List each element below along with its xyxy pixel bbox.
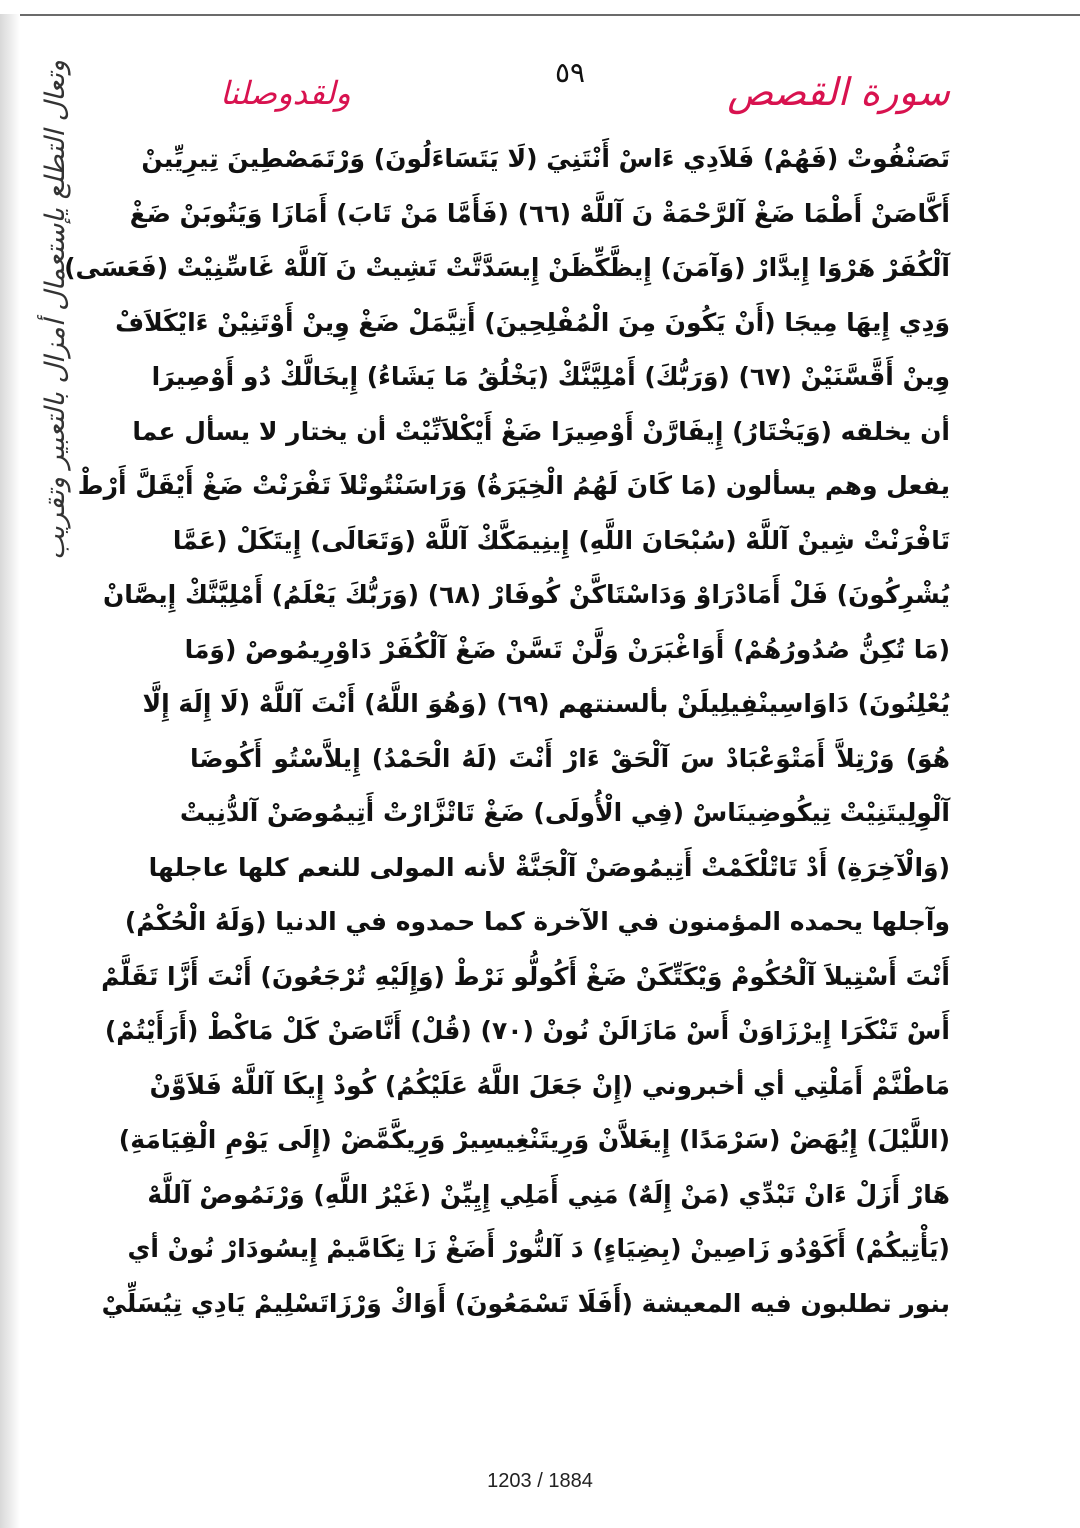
text-line: وَدِي إِيهَا مِيجَا (أَنْ يَكُونَ مِنَ الْمُفْلِحِينَ) أَتِيَّمَلْ ضَغْ وِينْ أَوْتَنِيْنْ ءَايْكَلاَفْ xyxy=(115,307,950,337)
text-line: هُوَ) وَرْتِلاَّ أَمَتْوَعْبَادْ سَ آلْحَقْ ءَارْ أَنْتَ (لَهُ الْحَمْدُ) إِيلاَّسْتُو أَكُوضَا xyxy=(190,743,950,773)
text-line: أَكَّاصَنْ أَطْمَا ضَغْ آلرَّحْمَةْ نَ آللَّهْ (٦٦) (فَأَمَّا مَنْ تَابَ) أَمَازَا وَيَتُوبَنْ ضَغْ xyxy=(129,198,950,228)
page-indicator: 1203 / 1884 xyxy=(487,1470,593,1492)
header-handwritten-note: ولقدوصلنا xyxy=(220,74,351,112)
text-line: آلْوِلِيتَنِيْتْ تِيكُوضِينَاسْ (فِي الْأُولَى) ضَغْ تَاتْزَّارْتْ أَتِيمُوصَنْ آلدُّنِيتْ xyxy=(179,798,950,827)
text-line: تَصَنْفُوتْ (فَهُمْ) فَلاَدِي ءَاسْ أَنْتَنِيَ (لَا يَتَسَاءَلُونَ) وَرْتَمَصْطِينَ تِيرِيِّينْ xyxy=(141,144,950,173)
text-line: بنور تطلبون فيه المعيشة (أَفَلَا تَسْمَعُونَ) أَوَاكْ وَرْزَاتَسْلِيمْ يَادِي تِيُسَلِّيْ xyxy=(101,1288,950,1318)
text-line: هَارْ أَزَلْ ءَانْ تَبْدِّي (مَنْ إِلَهٌ) مَنِي أَمَلِي إِيِيِّنْ (غَيْرُ اللَّهِ) وَرْنَمُوصْ آللَّهْ xyxy=(147,1179,950,1209)
scan-top-border xyxy=(0,0,1080,16)
margin-handwritten-note: وتعال التطلع يإستعمال أمزال بالتعبير وتقريب xyxy=(40,60,71,561)
text-line: (مَا تُكِنُّ صُدُورُهُمْ) أَوَاغْبَرَنْ وَلَّنْ تَسَّنْ ضَغْ آلْكُفَرْ دَاوْرِيمُوصْ (وَمَا xyxy=(184,634,950,664)
text-line: وآجلها يحمده المؤمنون في الآخرة كما حمدوه في الدنيا (وَلَهُ الْحُكْمُ) xyxy=(124,907,950,936)
text-line: (وَالْآخِرَةِ) أَدْ تَاتْلْكَمْتْ أَتِيمُوصَنْ آلْجَنَّةْ لأنه المولى للنعم كلها عاجلها xyxy=(148,852,950,882)
text-line: يُعْلِنُونَ) دَاوَاسِينْفِيلِيلَنْ بألسنتهم (٦٩) (وَهُوَ اللَّهُ) أَنْتَ آللَّهْ (لَا إِلَهَ إِلَّا xyxy=(142,689,950,718)
scan-left-shadow xyxy=(0,14,20,1528)
text-line: أن يخلقه (وَيَخْتَارُ) إِيفَارَّنْ أَوْصِيرَا ضَغْ أَيْكْلاَنِّيْتْ أن يختار لا يسأل عما xyxy=(132,416,950,446)
text-line: آلْكُفَرْ هَرْوَا إِيدَّارْ (وَآمَنَ) إِيظَّكِّظَنْ إِيسَدَّتَّتْ تَشِيتْ نَ آللَّهْ غَاسِّنِيْتْ (فَعَسَى) xyxy=(64,253,950,282)
text-line: تَافْرَنْتْ شِينْ آللَّهْ (سُبْحَانَ اللَّهِ) إِينِيمَكَّكْ آللَّهْ (وَتَعَالَى) إِيتَكَلْ (عَمَّا xyxy=(172,525,950,555)
text-line: يفعل وهم يسألون (مَا كَانَ لَهُمُ الْخِيَرَةُ) وَرَاسَنْتُوتْلاَ تَفْرَنْتْ ضَغْ أَيْقَلَّ أَرْطْ xyxy=(77,471,950,500)
text-line: (يَأْتِيكُمْ) أَكَوْدُو زَاصِينْ (بِضِيَاءٍ) دَ آلنُّورْ أَضَغْ زَا تِكَامَّيمْ إِيسُودَارْ نُونْ أي xyxy=(127,1234,950,1263)
text-line: أَسْ تَنْكَرَا إِيرْزَاوَنْ أَسْ مَازَالَنْ نُونْ (٧٠) (قُلْ) أَنَّاصَنْ كَلْ مَاكْطْ (أَرَأَيْتُمْ) xyxy=(104,1016,950,1045)
text-line: (اللَّيْلَ) إِيُهَضْ (سَرْمَدًا) إِيغَلاَّنْ وَرِيتَنْغِيسِيرْ وَرِيكَّمَّضْ (إِلَى يَوْمِ الْقِيَامَةِ) xyxy=(118,1125,950,1154)
text-line: يُشْرِكُونَ) فَلْ أَمَادْرَاوْ وَدَاسْتَاكَّنْ كُوفَارْ (٦٨) (وَرَبُّكَ يَعْلَمُ) أَمْلِيَّنَّكْ إِيصَّانْ xyxy=(102,580,950,609)
surah-title: سورة القصص xyxy=(727,70,950,114)
main-text-block xyxy=(64,132,950,1331)
text-line: وِينْ أَقَّسَّنَيْنْ (٦٧) (وَرَبُّكَ) أَمْلِيَّنَّكْ (يَخْلُقُ مَا يَشَاءُ) إِيخَالَّكْ دُو أَوْصِيرَا xyxy=(151,362,950,391)
text-line: أَنْتَ أَسْتِيلاَ آلْحُكُومْ وَيْكَتِّكَنْ ضَغْ أَكُولُّو نَرْطْ (وَإِلَيْهِ تُرْجَعُونَ) أَنْتَ أَزَّا تَقَلَّمْ xyxy=(101,961,950,991)
text-line: مَاطْنَّمْ أَمَلْتِي أي أخبروني (إِنْ جَعَلَ اللَّهُ عَلَيْكُمُ) كُودْ إِيكَا آللَّهْ فَلاَوَّنْ xyxy=(149,1070,950,1100)
page-number: ٥٩ xyxy=(554,56,586,89)
